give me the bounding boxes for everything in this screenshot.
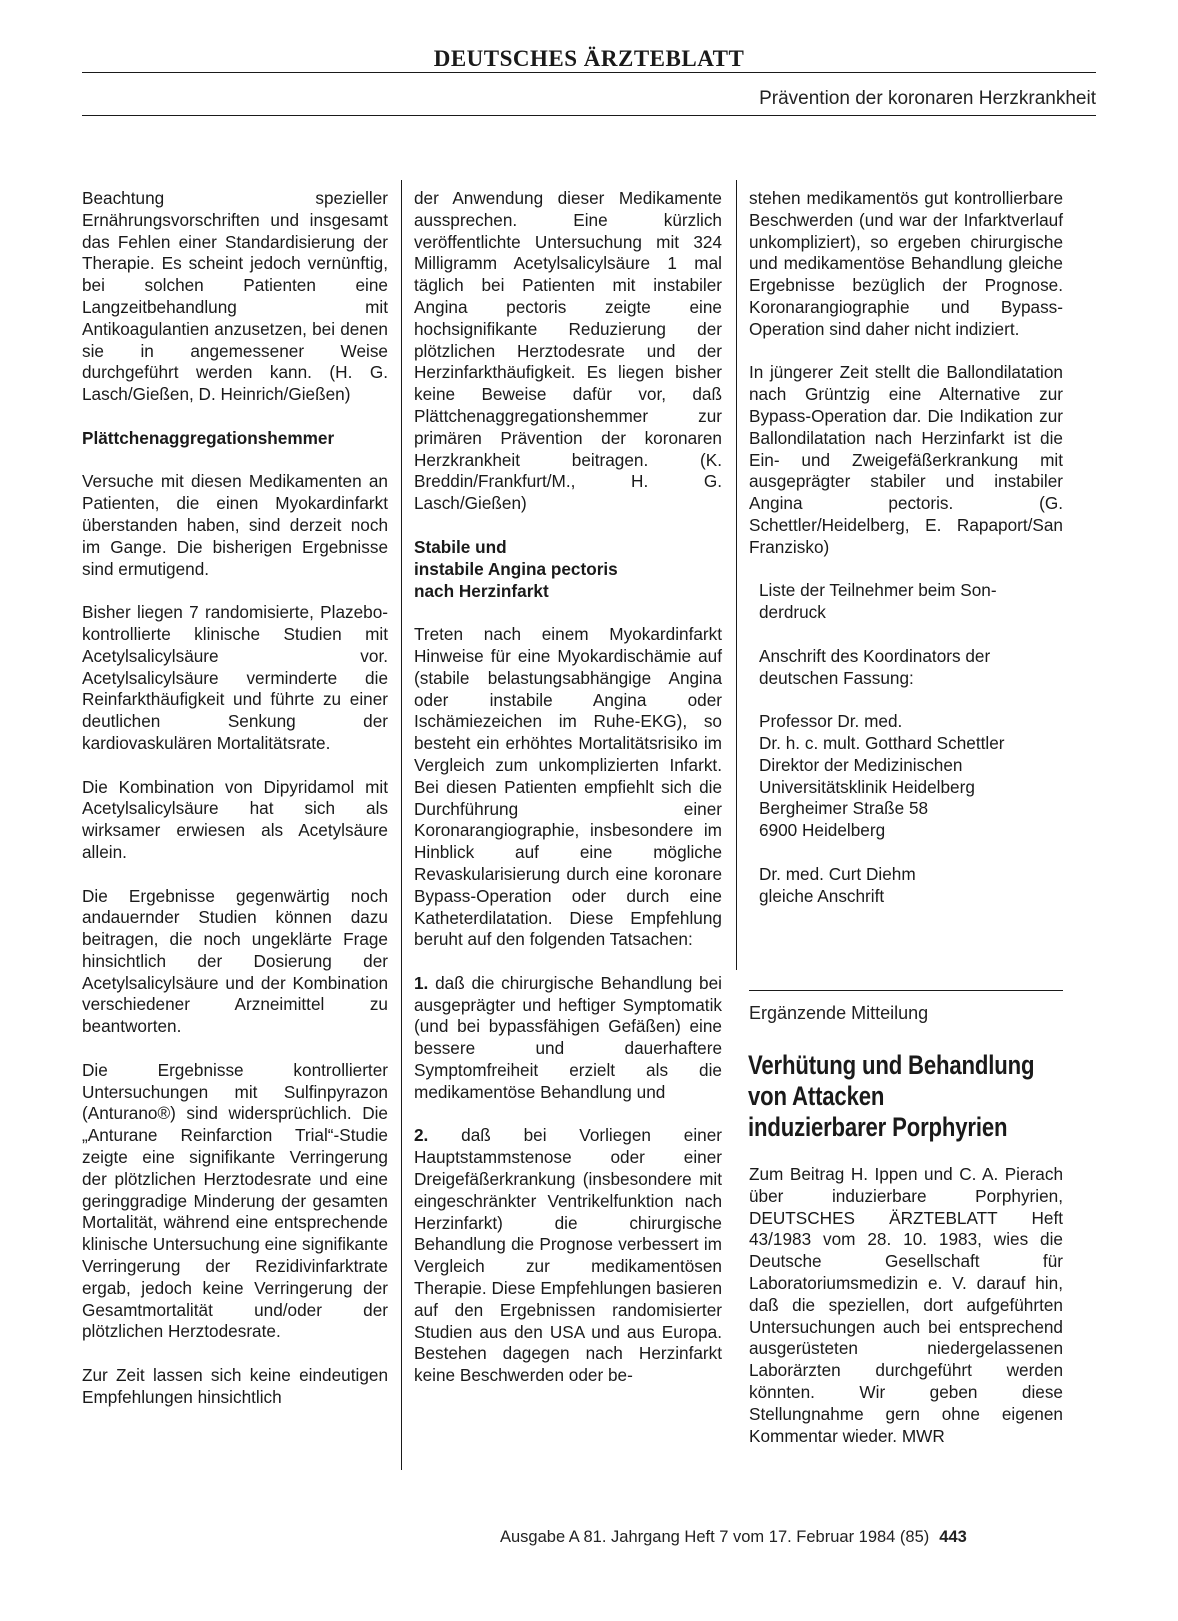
headline-line: von Attacken [748, 1081, 885, 1111]
address-line: Professor Dr. med. [759, 711, 903, 732]
list-text: daß bei Vorliegen einer Hauptstammstenose oder einer Dreigefäßerkrankung (insbesondere mit eingeschränkter Ventrikelfunktion nach Herzinfarkt) die chirurgische Behandlung die Prognose verbessert im Vergleich zur medikamentösen Therapie. Diese Empfehlungen basieren auf den Ergebnissen randomisierter Studien aus den USA und aus Europa. Bestehen dagegen nach Herzinfarkt keine Beschwerden oder be- [414, 1125, 722, 1386]
text-line: derdruck [759, 602, 826, 623]
journal-masthead: DEUTSCHES ÄRZTEBLATT [433, 46, 745, 71]
column-2 [414, 188, 722, 1409]
address-line: Universitätsklinik Heidelberg [759, 776, 975, 797]
paragraph: Die Kombination von Dipyridamol mit Acetylsalicylsäure hat sich als wirksamer erwiesen als Acetylsäure allein. [82, 776, 388, 862]
paragraph [414, 1125, 722, 1387]
header-rule-top [82, 72, 1096, 73]
paragraph: Die Ergebnisse gegenwärtig noch andauernder Studien können dazu beitragen, die noch ungeklärte Frage hinsichtlich der Dosierung der Acetylsalicylsäure und der Kombination verschiedener Arzneimittel zu beantworten. [82, 885, 388, 1037]
column-1 [82, 188, 388, 1430]
page-number: 443 [939, 1528, 967, 1546]
coordinator-address [759, 711, 1063, 842]
column-divider-2 [736, 180, 737, 970]
address-line: Dr. med. Curt Diehm [759, 863, 916, 884]
subheading-plaettchenaggregationshemmer: Plättchenaggregationshemmer [82, 427, 335, 448]
section-title: Prävention der koronaren Herzkrankheit [759, 88, 1096, 109]
list-number: 1. [414, 972, 429, 993]
paragraph: Beachtung spezieller Ernährungsvorschriften und insgesamt das Fehlen einer Standardisierung der Therapie. Es scheint jedoch vernünftig, bei solchen Patienten eine Langzeitbehandlung mit Antikoagulantien anzusetzen, bei denen sie in angemessener Weise durchgeführt werden kann. (H. G. Lasch/Gießen, D. Heinrich/Gießen) [82, 188, 388, 405]
address-line: 6900 Heidelberg [759, 820, 886, 841]
headline-line: Verhütung und Behandlung [748, 1050, 1035, 1080]
list-text: daß die chirurgische Behandlung bei ausgeprägter und heftiger Symptomatik (und bei bypassfähigen Gefäßen) eine bessere und dauerhaftere Symptomfreiheit erzielt als die medikamentöse Behandlung und [414, 972, 722, 1102]
paragraph: Zur Zeit lassen sich keine eindeutigen Empfehlungen hinsichtlich [82, 1365, 388, 1407]
paragraph: der Anwendung dieser Medikamente aussprechen. Eine kürzlich veröffentlichte Untersuchung mit 324 Milligramm Acetylsalicylsäure 1 mal täglich bei Patienten mit instabiler Angina pectoris zeigte eine hochsignifikante Reduzierung der plötzlichen Herztodesrate und der Herzinfarkthäufigkeit. Es liegen bisher keine Beweise dafür vor, daß Plättchenaggregationshemmer zur primären Prävention der koronaren Herzkrankheit beitragen. (K. Breddin/Frankfurt/M., H. G. Lasch/Gießen) [414, 188, 722, 514]
column-3 [749, 188, 1063, 929]
column-divider-1 [401, 180, 402, 1470]
paragraph: Versuche mit diesen Medikamenten an Patienten, die einen Myokardinfarkt überstanden haben, sind derzeit noch im Gange. Die bisherigen Ergebnisse sind ermutigend. [82, 471, 388, 579]
subheading-line: nach Herzinfarkt [414, 580, 549, 601]
page-footer [500, 1528, 967, 1547]
porphyrie-paragraph: Zum Beitrag H. Ippen und C. A. Pierach über induzierbare Porphyrien, DEUTSCHES ÄRZTEBLATT Heft 43/1983 vom 28. 10. 1983, wies die Deutsche Gesellschaft für Laboratoriumsmedizin e. V. darauf hin, daß die speziellen, dort aufgeführten Untersuchungen auch bei entsprechend ausgerüsteten niedergelassenen Laborärzten durchgeführt werden könnten. Wir geben diese Stellungnahme gern ohne eigenen Kommentar wieder. MWR [749, 1164, 1063, 1446]
address-line: Direktor der Medizinischen [759, 754, 963, 775]
paragraph: stehen medikamentös gut kontrollierbare Beschwerden (und war der Infarktverlauf unkompliziert), so ergeben chirurgische und medikamentöse Behandlung gleiche Ergebnisse bezüglich der Prognose. Koronarangiographie und Bypass-Operation sind daher nicht indiziert. [749, 188, 1063, 339]
participant-list-note [759, 580, 1063, 624]
text-line: Anschrift des Koordinators der [759, 645, 991, 666]
paragraph: Bisher liegen 7 randomisierte, Plazebo-kontrollierte klinische Studien mit Acetylsalicylsäure vor. Acetylsalicylsäure verminderte die Reinfarkthäufigkeit und führte zu einer deutlichen Senkung der kardiovaskulären Mortalitätsrate. [82, 602, 388, 753]
text-line: deutschen Fassung: [759, 667, 914, 688]
paragraph [414, 973, 722, 1104]
supplementary-note-label: Ergänzende Mitteilung [749, 1003, 929, 1023]
header-rule-bottom [82, 115, 1096, 116]
list-number: 2. [414, 1125, 429, 1146]
subheading-angina-pectoris [414, 537, 722, 602]
paragraph: Die Ergebnisse kontrollierter Untersuchungen mit Sulfinpyrazon (Anturano®) sind widersprüchlich. Die „Anturane Reinfarction Trial“-Studie zeigte eine signifikante Verringerung der plötzlichen Herztodesrate und eine geringgradige Minderung der gesamten Mortalität, während eine entsprechende klinische Untersuchung eine signifikante Verringerung der Rezidivinfarktrate ergab, jedoch keine Verringerung der Gesamtmortalität und/oder der plötzlichen Herztodesrate. [82, 1059, 388, 1342]
address-line: Bergheimer Straße 58 [759, 798, 929, 819]
participant-info [749, 580, 1063, 907]
headline-line: induzierbarer Porphyrien [748, 1112, 1008, 1142]
section-rule [749, 990, 1063, 991]
subheading-line: Stabile und [414, 536, 507, 557]
article-headline [748, 1050, 1035, 1143]
paragraph: Treten nach einem Myokardinfarkt Hinweise für eine Myokardischämie auf (stabile belastungsabhängige Angina oder instabile Angina oder Ischämiezeichen im Ruhe-EKG), so besteht ein erhöhtes Mortalitätsrisiko im Vergleich zum unkomplizierten Infarkt. Bei diesen Patienten empfiehlt sich die Durchführung einer Koronarangiographie, insbesondere im Hinblick auf eine mögliche Revaskularisierung durch eine koronare Bypass-Operation oder durch eine Katheterdilatation. Diese Empfehlung beruht auf den folgenden Tatsachen: [414, 624, 722, 950]
second-address [759, 864, 1063, 908]
address-line: Dr. h. c. mult. Gotthard Schettler [759, 732, 1005, 753]
paragraph: In jüngerer Zeit stellt die Ballondilatation nach Grüntzig eine Alternative zur Bypass-Operation dar. Die Indikation zur Ballondilatation nach Herzinfarkt ist die Ein- und Zweigefäßerkrankung mit ausgeprägter stabiler und instabiler Angina pectoris. (G. Schettler/Heidelberg, E. Rapaport/San Franzisko) [749, 362, 1063, 557]
text-line: Liste der Teilnehmer beim Son- [759, 580, 997, 601]
address-line: gleiche Anschrift [759, 885, 885, 906]
issue-info: Ausgabe A 81. Jahrgang Heft 7 vom 17. Februar 1984 (85) [500, 1528, 930, 1546]
subheading-line: instabile Angina pectoris [414, 558, 618, 579]
coordinator-note [759, 646, 1063, 690]
